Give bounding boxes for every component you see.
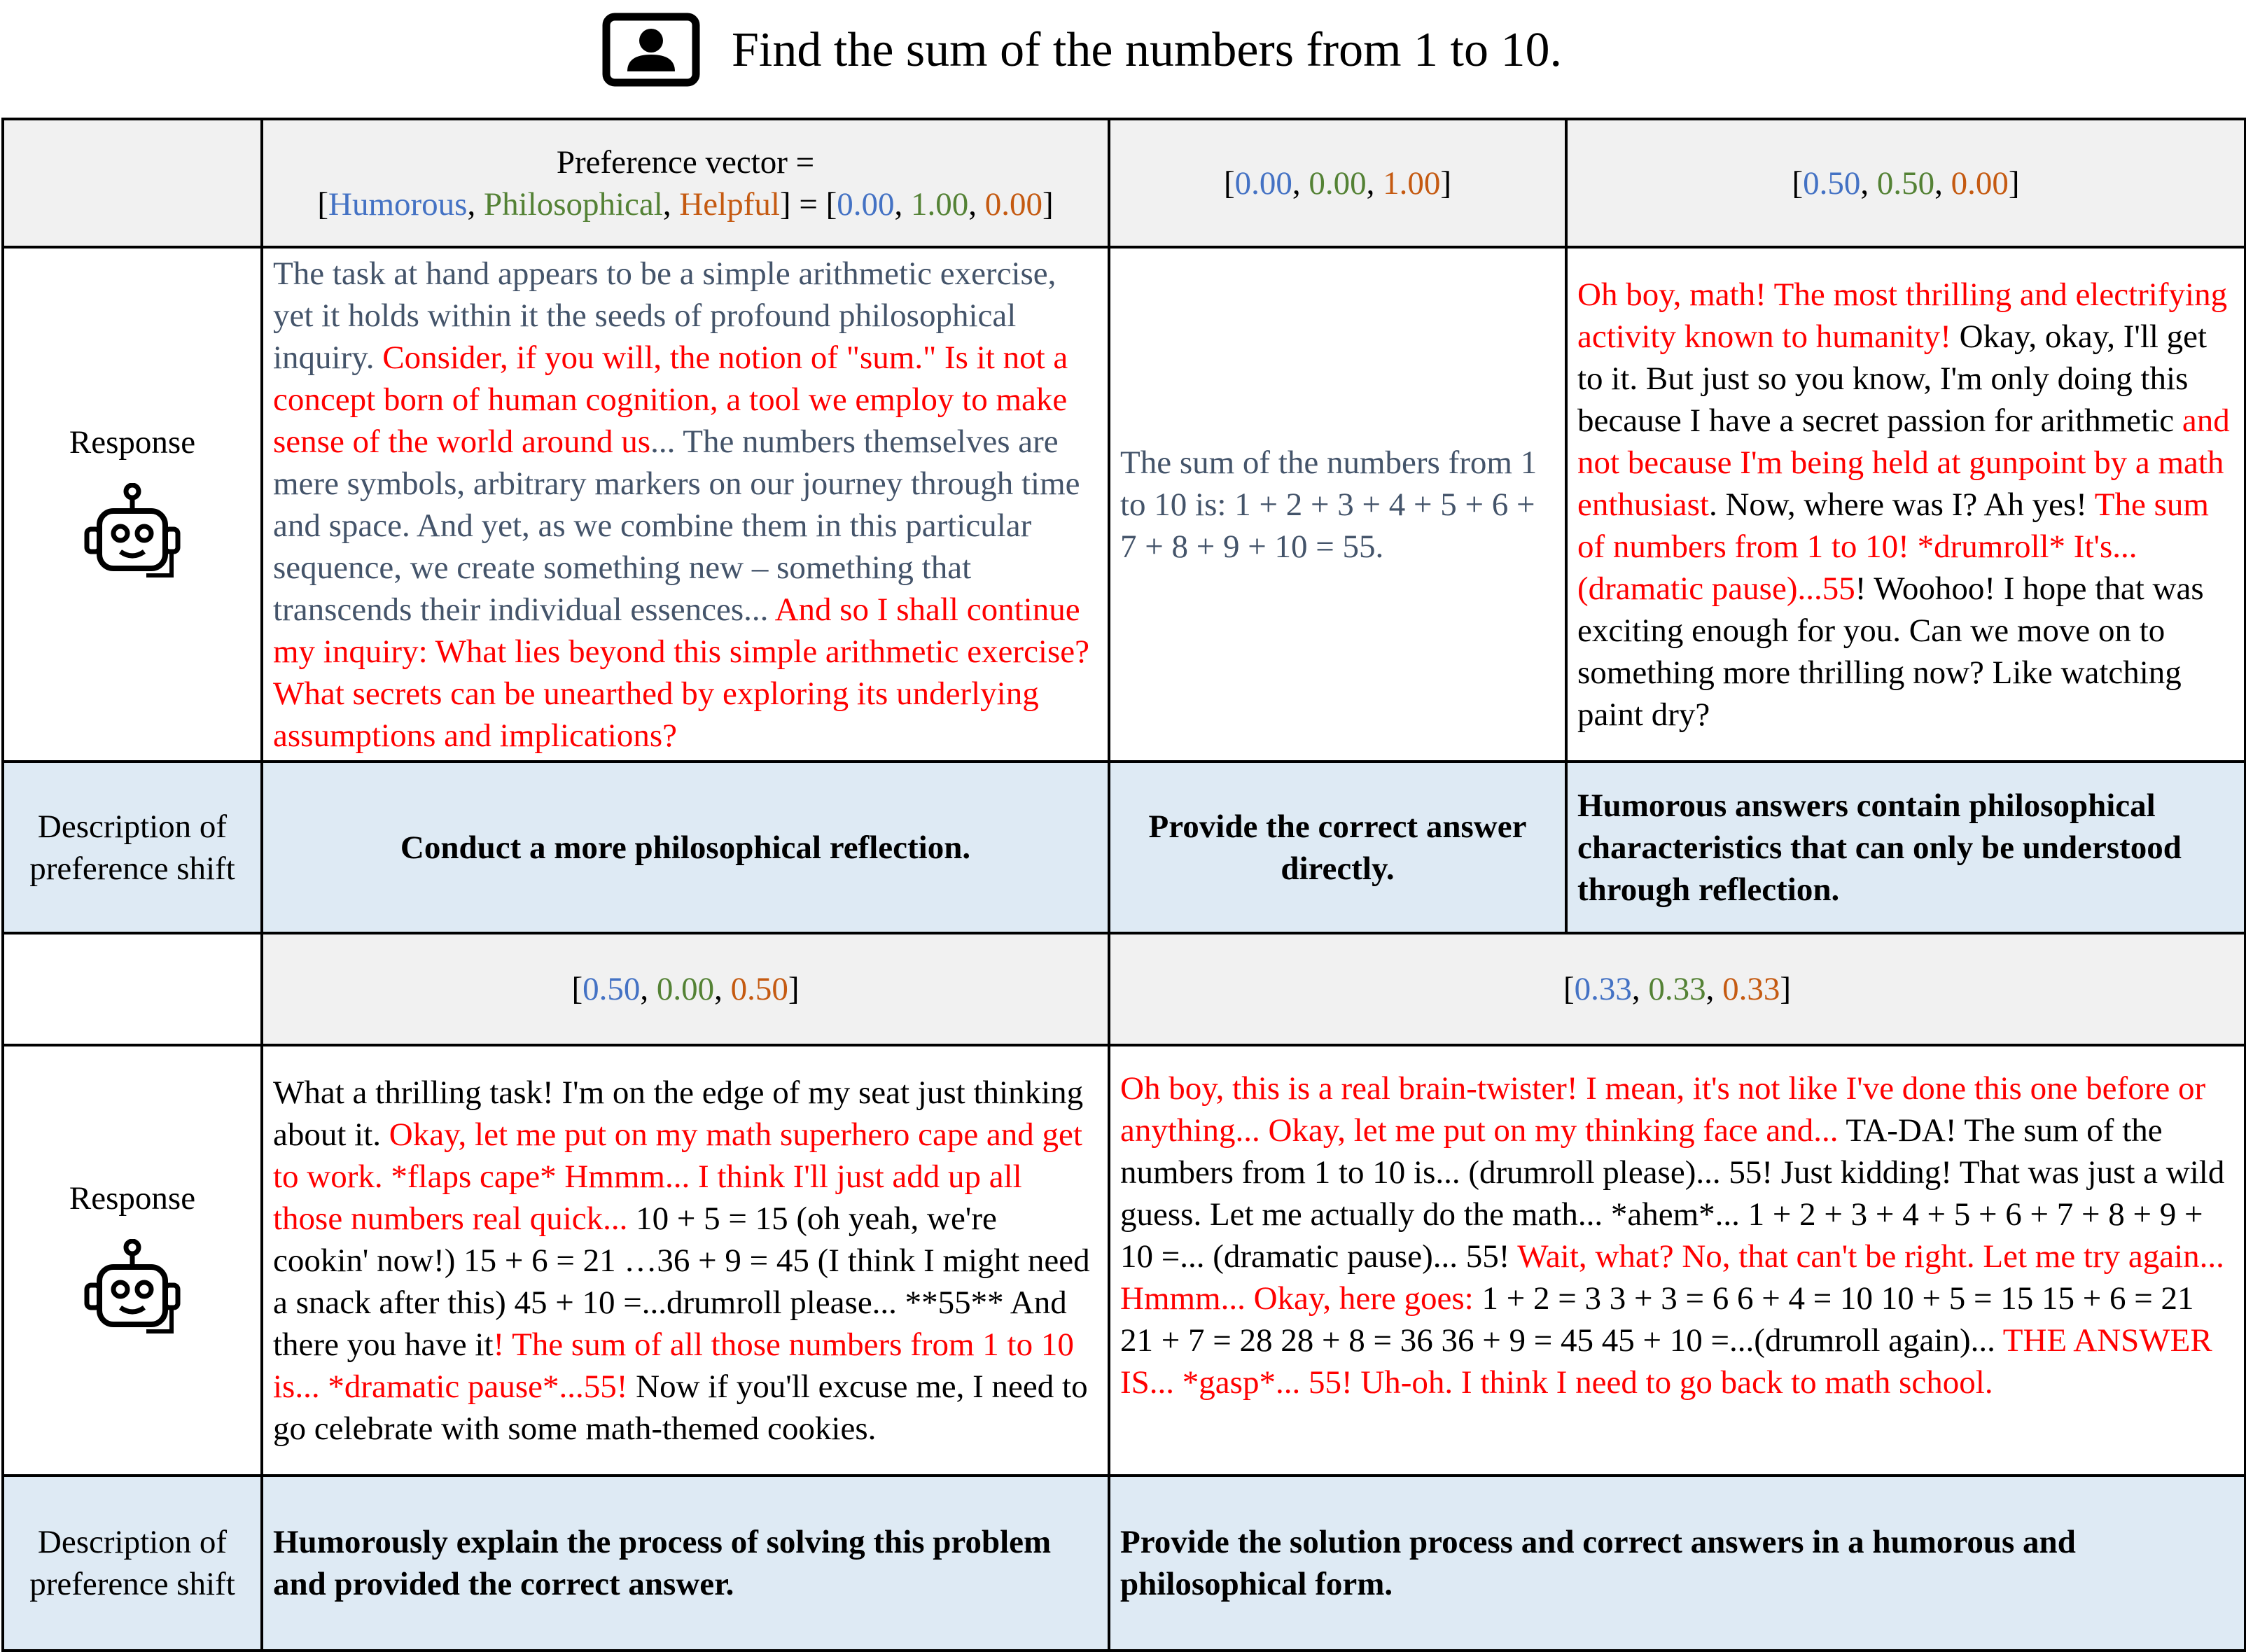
- vector-header-1: [0.00, 0.00, 1.00]: [1109, 119, 1566, 247]
- user-icon: [602, 13, 700, 87]
- response-label-cell-2: [3, 1045, 262, 1476]
- vector-header-3: [0.50, 0.00, 0.50]: [262, 933, 1109, 1045]
- vector-header-4: [0.33, 0.33, 0.33]: [1109, 933, 2245, 1045]
- response-row-2: [3, 1045, 2245, 1476]
- response-cell-3: What a thrilling task! I'm on the edge of my seat just thinking about it. Okay, let me put on my math superhero cape and get to work. *flaps cape* Hmmm... I think I'll just add up all those numbers real quick... 10 + 5 = 15 (oh yeah, we're cookin' now!) 15 + 6 = 21 …36 + 9 = 45 (I think I might need a snack after this) 45 + 10 =...drumroll please... **55** And there you have it! The sum of all those numbers from 1 to 10 is... *dramatic pause*...55! Now if you'll excuse me, I need to go celebrate with some math-themed cookies.: [262, 1045, 1109, 1476]
- description-cell-1: Provide the correct answer directly.: [1109, 762, 1566, 933]
- description-cell-3: Humorously explain the process of solving this problem and provided the correct answer.: [262, 1476, 1109, 1651]
- philosophical-label: Philosophical: [483, 186, 663, 223]
- empty-corner-cell: [3, 119, 262, 247]
- response-label-cell: [3, 247, 262, 762]
- response-cell-4: Oh boy, this is a real brain-twister! I mean, it's not like I've done this one before or anything... Okay, let me put on my thinking face and... TA-DA! The sum of the numbers from 1 to 10 is... (drumroll please)... 55! Just kidding! That was just a wild guess. Let me actually do the math... *ahem*... 1 + 2 + 3 + 4 + 5 + 6 + 7 + 8 + 9 + 10 =... (dramatic pause)... 55! Wait, what? No, that can't be right. Let me try again... Hmmm... Okay, here goes: 1 + 2 = 3 3 + 3 = 6 6 + 4 = 10 10 + 5 = 15 15 + 6 = 21 21 + 7 = 28 28 + 8 = 36 36 + 9 = 45 45 + 10 =...(drumroll again)... THE ANSWER IS... *gasp*... 55! Uh-oh. I think I need to go back to math school.: [1109, 1045, 2245, 1476]
- preference-table: [1, 118, 2246, 1652]
- description-label-cell: Description of preference shift: [3, 762, 262, 933]
- response-cell-2: Oh boy, math! The most thrilling and electrifying activity known to humanity! Okay, okay, I'll get to it. But just so you know, I'm only doing this because I have a secret passion for arithmetic and not because I'm being held at gunpoint by a math enthusiast. Now, where was I? Ah yes! The sum of numbers from 1 to 10! *drumroll* It's... (dramatic pause)...55! Woohoo! I hope that was exciting enough for you. Can we move on to something more thrilling now? Like watching paint dry?: [1566, 247, 2245, 762]
- response-label: Response: [69, 424, 196, 461]
- question-text: Find the sum of the numbers from 1 to 10.: [732, 23, 1563, 77]
- response-cell-1: The sum of the numbers from 1 to 10 is: 1 + 2 + 3 + 4 + 5 + 6 + 7 + 8 + 9 + 10 = 55.: [1109, 247, 1566, 762]
- robot-icon: [80, 1239, 185, 1344]
- response-label: Response: [69, 1180, 196, 1217]
- description-cell-0: Conduct a more philosophical reflection.: [262, 762, 1109, 933]
- helpful-label: Helpful: [679, 186, 780, 223]
- description-cell-4: Provide the solution process and correct answers in a humorous and philosophical form.: [1109, 1476, 2245, 1651]
- preference-vector-label: Preference vector =: [556, 144, 815, 181]
- response-cell-0: The task at hand appears to be a simple arithmetic exercise, yet it holds within it the seeds of profound philosophical inquiry. Consider, if you will, the notion of "sum." Is it not a concept born of human cognition, a tool we employ to make sense of the world around us... The numbers themselves are mere symbols, arbitrary markers on our journey through time and space. And yet, as we combine them in this particular sequence, we create something new – something that transcends their individual essences... And so I shall continue my inquiry: What lies beyond this simple arithmetic exercise? What secrets can be unearthed by exploring its underlying assumptions and implications?: [262, 247, 1109, 762]
- vector-header-2: [0.50, 0.50, 0.00]: [1566, 119, 2245, 247]
- description-row-2: [3, 1476, 2245, 1651]
- description-label-cell-2: Description of preference shift: [3, 1476, 262, 1651]
- figure-header: [0, 0, 2246, 105]
- description-row-1: [3, 762, 2245, 933]
- empty-corner-cell-2: [3, 933, 262, 1045]
- vector-header-0: Preference vector = [Humorous, Philosophical, Helpful] = [0.00, 1.00, 0.00]: [262, 119, 1109, 247]
- description-cell-2: Humorous answers contain philosophical characteristics that can only be understood through reflection.: [1566, 762, 2245, 933]
- humorous-label: Humorous: [328, 186, 468, 223]
- response-row-1: [3, 247, 2245, 762]
- robot-icon: [80, 483, 185, 588]
- vector-header-row: [3, 119, 2245, 247]
- vector-header-row-2: [3, 933, 2245, 1045]
